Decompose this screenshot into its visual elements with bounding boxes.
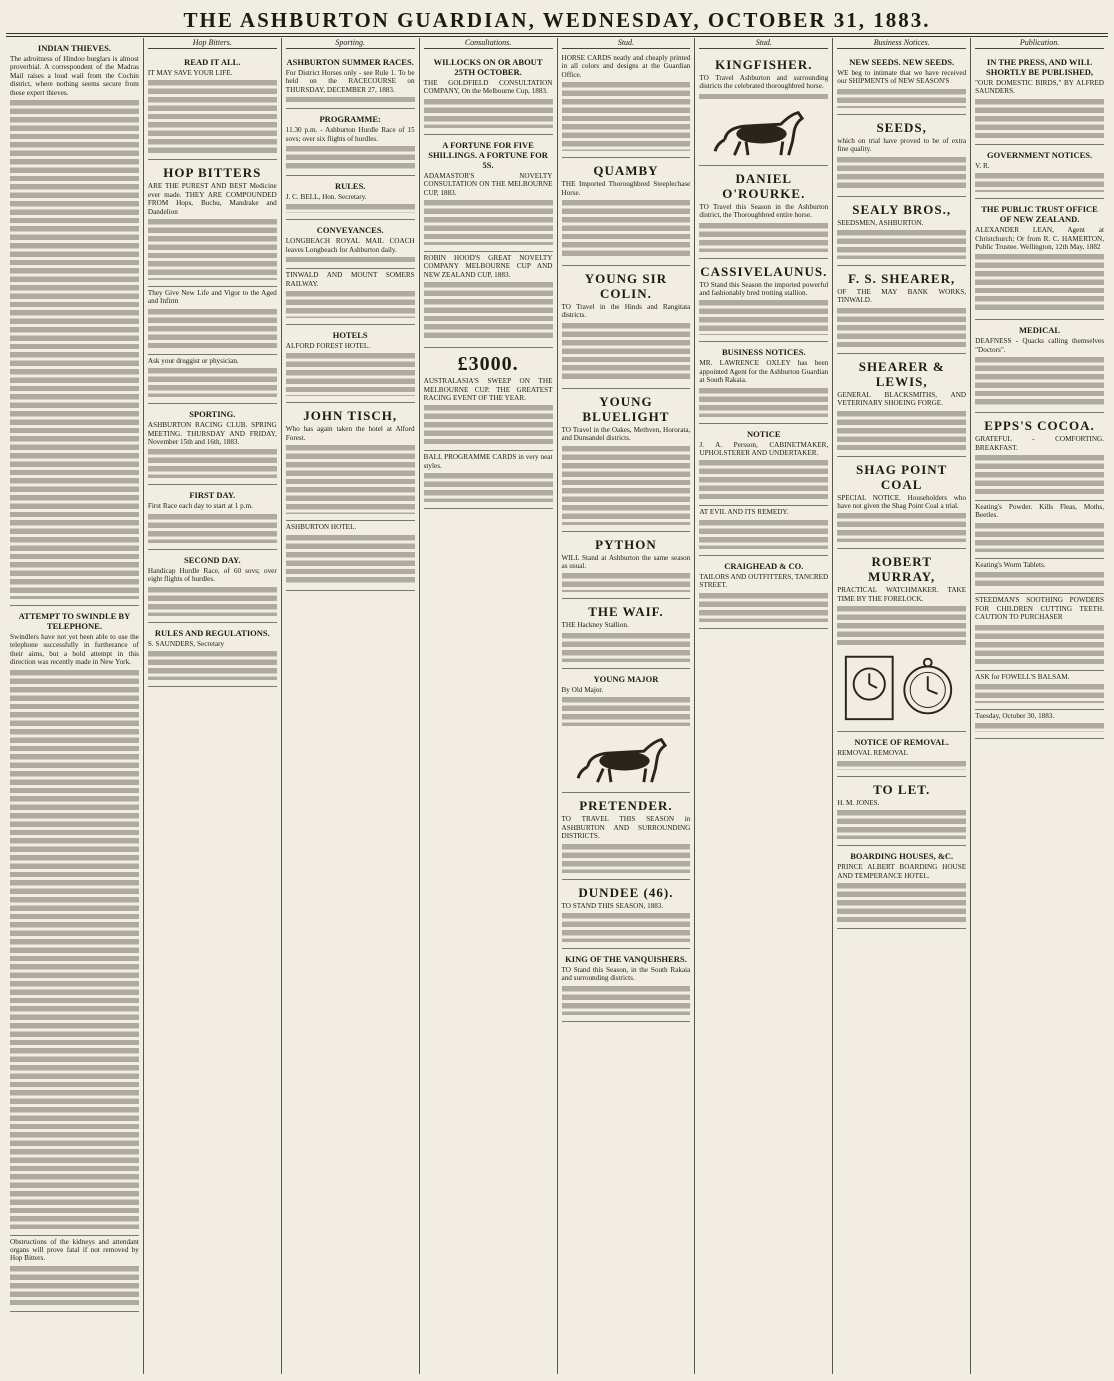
section-text: J. C. BELL, Hon. Secretary. — [285, 193, 367, 202]
article-section — [286, 220, 415, 269]
article-section — [975, 413, 1104, 501]
article-section — [424, 52, 553, 135]
section-heading: PROGRAMME: — [319, 114, 381, 125]
article-section — [286, 109, 415, 176]
section-text: Keating's Worm Tablets. — [975, 560, 1046, 569]
article-section — [148, 160, 277, 287]
body-text-block — [148, 650, 277, 680]
section-heading: ASHBURTON SUMMER RACES. — [286, 57, 414, 67]
section-heading: CRAIGHEAD & CO. — [724, 560, 804, 571]
article-section — [975, 594, 1104, 670]
section-heading: BOARDING HOUSES, &C. — [850, 851, 954, 862]
section-heading: JOHN TISCH, — [303, 408, 398, 424]
section-text: J. A. Persson, CABINETMAKER, UPHOLSTERER AND UNDERTAKER. — [699, 440, 829, 458]
body-text-block — [148, 367, 277, 397]
body-text-block — [562, 322, 691, 382]
body-text-block — [562, 199, 691, 259]
body-text-block — [148, 448, 277, 478]
section-heading: HOTELS — [332, 330, 368, 341]
body-text-block — [837, 605, 966, 645]
article-section — [424, 135, 553, 252]
section-text: ALFORD FOREST HOTEL. — [285, 342, 371, 351]
body-text-block — [424, 199, 553, 245]
section-text: TO TRAVEL THIS SEASON in ASHBURTON AND SURROUNDING DISTRICTS. — [561, 815, 691, 841]
article-section — [562, 532, 691, 600]
article-section — [148, 355, 277, 404]
section-heading: INDIAN THIEVES. — [37, 43, 111, 53]
column-6 — [695, 38, 833, 1374]
horse-illustration — [699, 101, 828, 159]
article-section — [699, 506, 828, 555]
body-text-block — [837, 229, 966, 259]
section-text: IT MAY SAVE YOUR LIFE. — [147, 69, 233, 77]
section-text: TO Travel in the Hinds and Rangitata districts. — [561, 303, 691, 320]
article-section — [562, 599, 691, 668]
body-text-block — [562, 696, 691, 726]
section-heading: IN THE PRESS, AND WILL SHORTLY BE PUBLISHED, — [986, 57, 1094, 77]
section-heading: GOVERNMENT NOTICES. — [986, 149, 1093, 160]
section-heading: CONVEYANCES. — [316, 225, 384, 236]
article-section — [562, 158, 691, 266]
section-heading: READ IT ALL. — [184, 57, 241, 67]
section-text: PRINCE ALBERT BOARDING HOUSE AND TEMPERANCE HOTEL. — [837, 863, 967, 880]
section-text: ROBIN HOOD'S GREAT NOVELTY COMPANY MELBOURNE CUP AND NEW ZEALAND CUP, 1883. — [423, 254, 553, 279]
section-text: ARE THE PUREST AND BEST Medicine ever made. THEY ARE COMPOUNDED FROM Hops, Buchu, Mandrake and Dandelion — [147, 182, 277, 216]
body-text-block — [148, 218, 277, 280]
article-section — [975, 710, 1104, 739]
body-text-block — [975, 253, 1104, 313]
section-text: TO Travel in the Oakes, Methven, Hororata, and Dunsandel districts. — [561, 425, 691, 443]
article-section — [562, 52, 691, 158]
article-section — [148, 485, 277, 549]
body-text-block — [424, 98, 553, 128]
body-text-block — [975, 98, 1104, 138]
column-header: Stud. — [562, 38, 691, 49]
section-text: AUSTRALASIA'S SWEEP ON THE MELBOURNE CUP. THE GREATEST RACING EVENT OF THE YEAR. — [423, 377, 553, 403]
body-text-block — [837, 156, 966, 190]
section-heading: QUAMBY — [593, 163, 659, 179]
section-text: SPECIAL NOTICE. Householders who have not given the Shag Point Coal a trial. — [837, 493, 967, 511]
body-text-block — [975, 624, 1104, 664]
body-text-block — [837, 307, 966, 347]
section-text: Who has again taken the hotel at Alford Forest. — [285, 425, 415, 442]
section-heading: MEDICAL — [1019, 325, 1061, 336]
section-heading: NOTICE — [747, 428, 781, 439]
body-text-block — [286, 145, 415, 169]
section-heading: DANIEL O'ROURKE. — [722, 170, 806, 201]
article-section — [562, 793, 691, 879]
section-heading: SEEDS, — [876, 119, 927, 135]
section-text: THE Hackney Stallion. — [561, 621, 629, 630]
section-text: Keating's Powder. Kills Fleas, Moths, Beetles. — [975, 503, 1104, 520]
body-text-block — [148, 513, 277, 543]
section-heading: RULES. — [334, 181, 366, 192]
article-section — [10, 606, 139, 1236]
body-text-block — [424, 404, 553, 444]
body-text-block — [699, 519, 828, 549]
section-text: GENERAL BLACKSMITHS, AND VETERINARY SHOEING FORGE. — [837, 390, 967, 408]
section-text: TO STAND THIS SEASON, 1883. — [561, 901, 664, 910]
section-heading: SPORTING. — [189, 409, 236, 420]
body-text-block — [975, 522, 1104, 552]
article-section — [562, 669, 691, 793]
body-text-block — [286, 96, 415, 102]
column-header: Business Notices. — [837, 38, 966, 49]
column-4 — [420, 38, 558, 1374]
column-5 — [558, 38, 696, 1374]
body-text-block — [699, 93, 828, 99]
horse-illustration — [562, 728, 691, 786]
section-text: STEEDMAN'S SOOTHING POWDERS FOR CHILDREN CUTTING TEETH. CAUTION TO PURCHASER — [975, 596, 1104, 622]
section-heading: KINGFISHER. — [715, 57, 813, 72]
article-section — [699, 52, 828, 166]
section-heading: £3000. — [457, 353, 519, 376]
column-2 — [144, 38, 282, 1374]
article-section — [148, 287, 277, 355]
article-section — [148, 404, 277, 485]
body-text-block — [562, 81, 691, 151]
column-1 — [6, 38, 144, 1374]
column-header: Consultations. — [424, 38, 553, 49]
column-3 — [282, 38, 420, 1374]
section-text: S. SAUNDERS, Secretary — [147, 639, 225, 648]
article-section — [837, 549, 966, 732]
section-text: For District Horses only - see Rule 1. To be held on the RACECOURSE on THURSDAY, DECEMBER 27, 1883. — [285, 69, 415, 94]
section-text: Swindlers have not yet been able to use the telephone successfully in furtherance of their aims, but a bold attempt in this direction was recently made in New York. — [10, 633, 139, 667]
section-text: ADAMASTOR'S NOVELTY CONSULTATION ON THE MELBOURNE CUP, 1883. — [423, 171, 553, 197]
body-text-block — [837, 88, 966, 108]
section-text: SEEDSMEN, ASHBURTON. — [837, 218, 924, 227]
article-section — [424, 451, 553, 509]
article-section — [975, 320, 1104, 413]
body-text-block — [10, 1265, 139, 1305]
body-text-block — [148, 79, 277, 153]
section-heading: SHEARER & LEWIS, — [858, 358, 945, 389]
columns-container — [6, 38, 1108, 1374]
section-heading: FIRST DAY. — [189, 490, 236, 501]
article-section — [699, 424, 828, 507]
section-text: TO Stand this Season, in the South Rakaia and surrounding districts. — [561, 965, 691, 983]
section-text: THE GOLDFIELD CONSULTATION COMPANY, On the Melbourne Cup, 1883. — [423, 79, 553, 96]
body-text-block — [286, 444, 415, 514]
body-text-block — [699, 459, 828, 499]
article-section — [699, 166, 828, 259]
section-text: ALEXANDER LEAN, Agent at Christchurch; Or from R. C. HAMERTON, Public Trustee. Wellington, 12th May, 1882 — [975, 226, 1104, 252]
column-header: Hop Bitters. — [148, 38, 277, 49]
body-text-block — [424, 472, 553, 502]
section-text: The adroitness of Hindoo burglars is almost proverbial. A correspondent of the Madras Mail raises a loud wail from the Cochin district, where nothing seems secure from these expert thieves. — [10, 55, 139, 97]
body-text-block — [286, 290, 415, 318]
section-text: WE beg to intimate that we have received our SHIPMENTS of NEW SEASON'S — [837, 69, 967, 86]
section-text: By Old Major. — [561, 685, 604, 694]
body-text-block — [837, 809, 966, 839]
section-text: Ask your druggist or physician. — [147, 356, 239, 365]
section-text: H. M. JONES. — [837, 798, 880, 807]
body-text-block — [562, 912, 691, 942]
body-text-block — [286, 256, 415, 262]
section-heading: EPPS'S COCOA. — [984, 418, 1095, 434]
article-section — [286, 52, 415, 109]
body-text-block — [148, 586, 277, 616]
section-text: REMOVAL REMOVAL — [837, 749, 908, 758]
body-text-block — [562, 985, 691, 1015]
section-heading: NOTICE OF REMOVAL. — [854, 737, 950, 748]
article-section — [699, 342, 828, 423]
section-text: ASHBURTON HOTEL. — [285, 523, 357, 532]
article-section — [837, 457, 966, 550]
masthead-rule — [6, 33, 1108, 34]
section-heading: RULES AND REGULATIONS. — [154, 627, 270, 638]
body-text-block — [10, 99, 139, 599]
section-heading: TO LET. — [873, 781, 931, 797]
body-text-block — [424, 281, 553, 341]
body-text-block — [837, 512, 966, 542]
body-text-block — [10, 669, 139, 1229]
section-text: HORSE CARDS neatly and cheaply printed in all colors and designs at the Guardian Office. — [561, 54, 691, 79]
article-section — [837, 52, 966, 115]
article-section — [562, 949, 691, 1022]
article-section — [286, 176, 415, 220]
section-text: Obstructions of the kidneys and attendant organs will prove fatal if not removed by Hop Bitters. — [10, 1237, 139, 1263]
article-section — [975, 671, 1104, 710]
section-text: 11.30 p.m. - Ashburton Hurdle Race of 15 sovs; over six flights of hurdles. — [285, 126, 415, 143]
article-section — [562, 266, 691, 389]
article-section — [975, 52, 1104, 145]
article-section — [562, 389, 691, 532]
section-text: PRACTICAL WATCHMAKER. TAKE TIME BY THE FORELOCK. — [837, 586, 967, 603]
body-text-block — [148, 308, 277, 348]
masthead-rule-lower — [6, 36, 1108, 37]
article-section — [837, 197, 966, 266]
section-text: BALL PROGRAMME CARDS in very neat styles. — [423, 453, 553, 470]
article-section — [837, 115, 966, 197]
section-text: OF THE MAY BANK WORKS, TINWALD. — [837, 288, 967, 305]
section-text: Tuesday, October 30, 1883. — [975, 711, 1055, 720]
body-text-block — [975, 356, 1104, 406]
article-section — [837, 846, 966, 929]
article-section — [837, 354, 966, 457]
section-heading: WILLOCKS ON OR ABOUT 25TH OCTOBER. — [433, 57, 543, 77]
body-text-block — [562, 445, 691, 525]
section-text: which on trial have proved to be of extra fine quality. — [837, 136, 967, 154]
section-text: TAILORS AND OUTFITTERS, TANCRED STREET. — [699, 572, 829, 590]
section-heading: PYTHON — [595, 536, 657, 552]
section-heading: BUSINESS NOTICES. — [722, 347, 806, 358]
clock-illustration — [837, 647, 966, 725]
section-text: WILL Stand at Ashburton the same season as usual. — [561, 553, 691, 571]
article-section — [699, 259, 828, 343]
body-text-block — [975, 722, 1104, 732]
body-text-block — [975, 172, 1104, 192]
body-text-block — [286, 352, 415, 396]
section-text: TO Travel this Season in the Ashburton district, the Thoroughbred entire horse. — [699, 202, 829, 220]
body-text-block — [837, 410, 966, 450]
section-text: TO Stand this Season the imported powerful and fashionably bred trotting stallion. — [699, 280, 829, 298]
section-heading: ATTEMPT TO SWINDLE BY TELEPHONE. — [18, 611, 131, 632]
section-heading: CASSIVELAUNUS. — [700, 263, 828, 279]
section-text: GRATEFUL - COMFORTING. BREAKFAST. — [975, 435, 1104, 452]
column-7 — [833, 38, 971, 1374]
body-text-block — [562, 632, 691, 662]
body-text-block — [975, 683, 1104, 703]
article-section — [837, 777, 966, 846]
masthead: THE ASHBURTON GUARDIAN, WEDNESDAY, OCTOBER 31, 1883. — [183, 8, 931, 32]
section-heading: THE WAIF. — [588, 604, 664, 620]
column-header: Sporting. — [286, 38, 415, 49]
article-section — [10, 38, 139, 606]
section-heading: YOUNG SIR COLIN. — [584, 271, 668, 302]
section-heading: ROBERT MURRAY, — [868, 554, 936, 585]
section-heading: F. S. SHEARER, — [848, 271, 956, 287]
section-text: "OUR DOMESTIC BIRDS," BY ALFRED SAUNDERS. — [975, 79, 1104, 96]
article-section — [148, 52, 277, 160]
section-text: First Race each day to start at 1 p.m. — [147, 502, 253, 511]
body-text-block — [562, 572, 691, 592]
body-text-block — [699, 299, 828, 335]
section-heading: SHAG POINT COAL — [856, 461, 948, 492]
body-text-block — [562, 843, 691, 873]
section-text: They Give New Life and Vigor to the Aged and Infirm — [147, 289, 277, 306]
section-text: ASK for FOWELL'S BALSAM. — [975, 672, 1070, 681]
section-heading: PRETENDER. — [579, 798, 673, 814]
section-heading: YOUNG MAJOR — [593, 673, 659, 684]
article-section — [286, 403, 415, 521]
article-section — [837, 266, 966, 354]
body-text-block — [699, 387, 828, 417]
section-text: ASHBURTON RACING CLUB. SPRING MEETING. THURSDAY AND FRIDAY, November 15th and 16th, 1883. — [147, 421, 277, 447]
section-heading: SECOND DAY. — [184, 554, 241, 565]
section-heading: NEW SEEDS. NEW SEEDS. — [849, 57, 955, 67]
article-section — [286, 269, 415, 325]
article-section — [975, 559, 1104, 594]
body-text-block — [975, 454, 1104, 494]
body-text-block — [975, 571, 1104, 587]
section-text: AT EVIL AND ITS REMEDY. — [699, 508, 789, 517]
body-text-block — [837, 760, 966, 770]
body-text-block — [837, 882, 966, 922]
article-section — [424, 348, 553, 451]
section-text: TINWALD AND MOUNT SOMERS RAILWAY. — [285, 271, 415, 288]
article-section — [424, 252, 553, 348]
section-text: MR. LAWRENCE OXLEY has been appointed Agent for the Ashburton Guardian at South Rakaia. — [699, 359, 829, 385]
section-text: TO Travel Ashburton and surrounding districts the celebrated thoroughbred horse. — [699, 74, 829, 91]
section-text: THE Imported Thoroughbred Steeplechase Horse. — [561, 180, 691, 197]
section-heading: SEALY BROS., — [852, 201, 952, 217]
section-heading: A FORTUNE FOR FIVE SHILLINGS. A FORTUNE FOR 5S. — [428, 139, 548, 170]
section-text: DEAFNESS - Quacks calling themselves "Doctors". — [975, 337, 1104, 354]
article-section — [975, 501, 1104, 559]
body-text-block — [286, 203, 415, 213]
article-section — [286, 521, 415, 590]
article-section — [975, 145, 1104, 199]
article-section — [148, 623, 277, 687]
section-heading: DUNDEE (46). — [578, 884, 674, 900]
article-section — [286, 325, 415, 403]
section-text: Handicap Hurdle Race, of 60 sovs; over eight flights of hurdles. — [147, 566, 277, 584]
section-heading: HOP BITTERS — [163, 165, 262, 181]
article-section — [148, 550, 277, 623]
section-heading: YOUNG BLUELIGHT — [582, 393, 670, 424]
column-header: Publication. — [975, 38, 1104, 49]
article-section — [837, 732, 966, 776]
article-section — [10, 1236, 139, 1312]
article-section — [562, 880, 691, 949]
section-text: LONGBEACH ROYAL MAIL COACH leaves Longbeach for Ashburton daily. — [285, 237, 415, 254]
article-section — [699, 556, 828, 629]
column-header: Stud. — [699, 38, 828, 49]
section-heading: THE PUBLIC TRUST OFFICE OF NEW ZEALAND. — [981, 204, 1098, 225]
section-heading: KING OF THE VANQUISHERS. — [565, 953, 687, 964]
body-text-block — [699, 222, 828, 252]
column-8 — [971, 38, 1108, 1374]
section-text: V. R. — [975, 161, 990, 170]
body-text-block — [699, 592, 828, 622]
article-section — [975, 199, 1104, 320]
body-text-block — [286, 534, 415, 584]
